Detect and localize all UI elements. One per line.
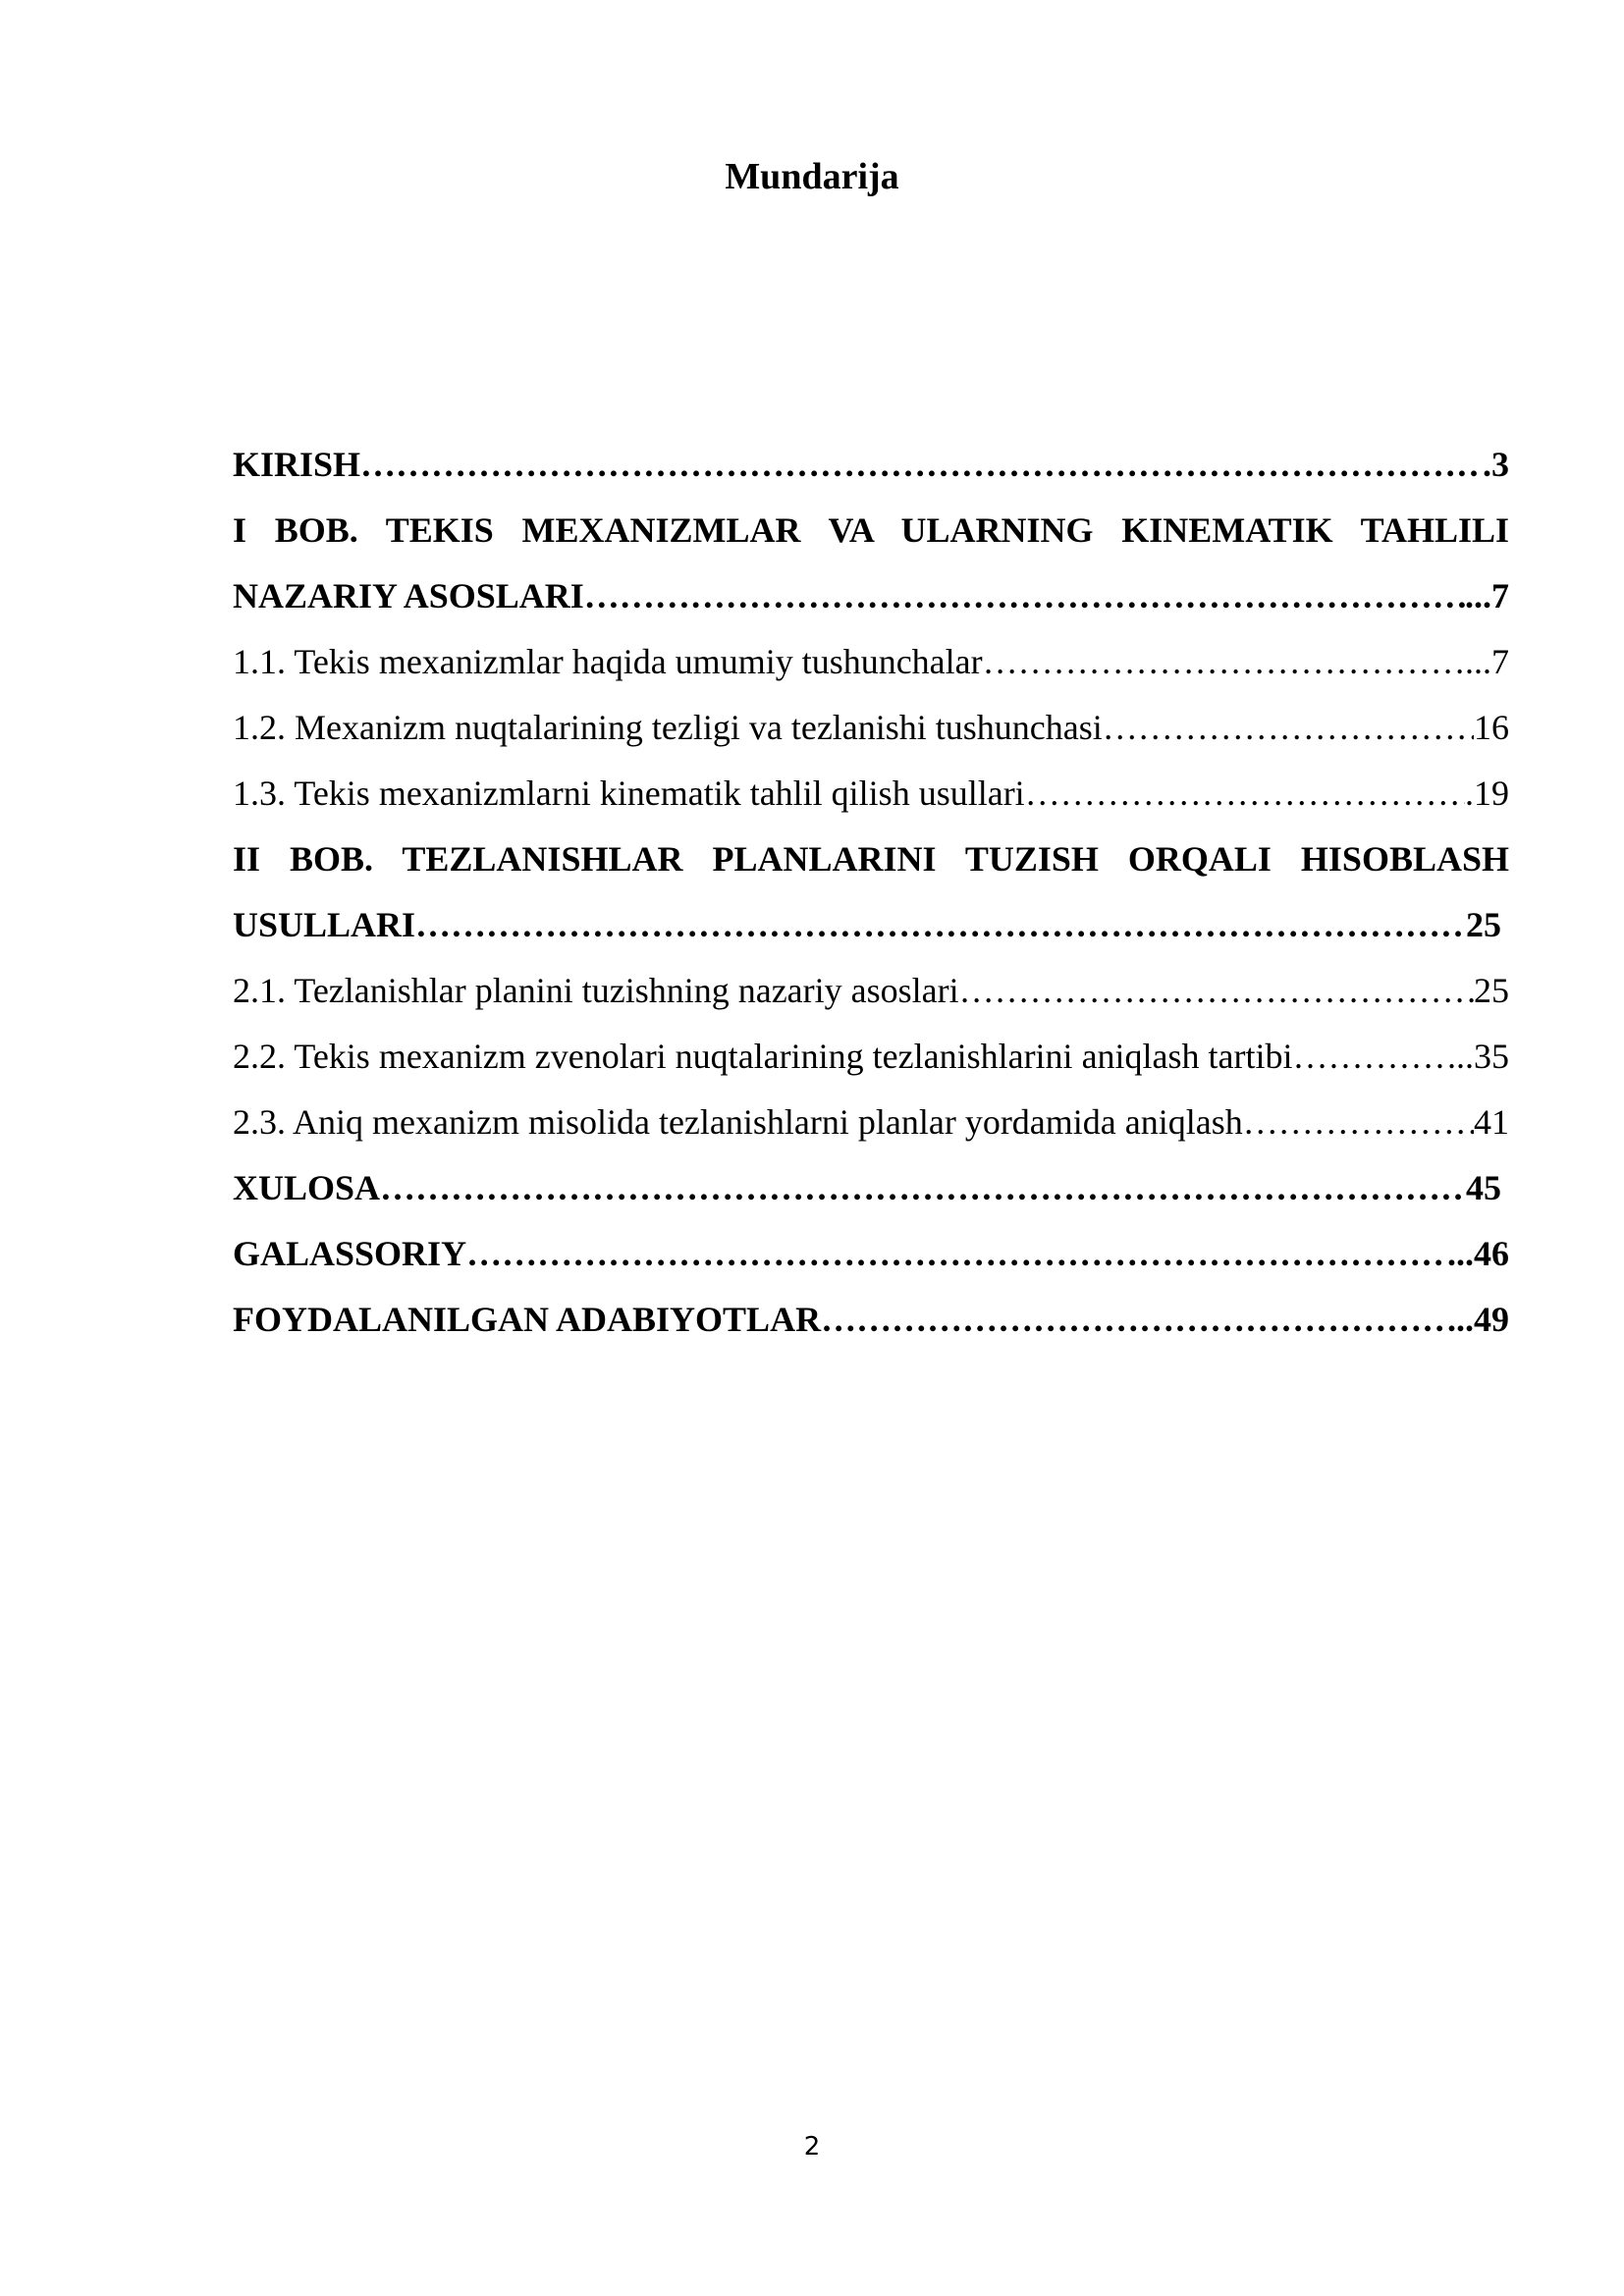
toc-entry-1-3 xyxy=(233,761,1509,827)
toc-entry-2-3 xyxy=(233,1090,1509,1155)
toc-entry-bob2 xyxy=(233,892,1501,958)
dot-leader xyxy=(584,563,1465,629)
toc-entry-2-1 xyxy=(233,958,1509,1024)
toc-page: .19 xyxy=(1465,774,1509,813)
toc-label: 2.1. Tezlanishlar planini tuzishning nazariy asoslari xyxy=(233,971,959,1010)
toc-page: 45 xyxy=(1466,1168,1501,1207)
toc-label: I BOB. TEKIS MEXANIZMLAR VA ULARNING KINEMATIK TAHLILI xyxy=(233,510,1509,550)
toc-label: XULOSA xyxy=(233,1168,381,1207)
toc-entry-1-2 xyxy=(233,695,1509,761)
dot-leader xyxy=(380,1155,1466,1221)
dot-leader xyxy=(1243,1090,1474,1155)
dot-leader xyxy=(821,1287,1447,1353)
toc-label: 1.2. Mexanizm nuqtalarining tezligi va tezlanishi tushunchasi xyxy=(233,708,1103,747)
toc-entry-bob2-heading xyxy=(233,827,1509,892)
toc-page: .3 xyxy=(1483,445,1509,484)
page-title: Mundarija xyxy=(725,156,899,197)
toc-label: GALASSORIY xyxy=(233,1234,467,1273)
dot-leader xyxy=(360,432,1483,498)
toc-entry-bob1 xyxy=(233,563,1509,629)
table-of-contents xyxy=(233,432,1509,1353)
toc-page: ...49 xyxy=(1447,1300,1509,1339)
toc-page: 25 xyxy=(1466,905,1501,944)
toc-page: 41 xyxy=(1474,1102,1509,1142)
toc-label: 1.1. Tekis mexanizmlar haqida umumiy tushunchalar xyxy=(233,642,983,681)
dot-leader xyxy=(466,1221,1447,1287)
toc-entry-1-1 xyxy=(233,629,1509,695)
toc-page: 25 xyxy=(1474,971,1509,1010)
toc-page: 16 xyxy=(1474,708,1509,747)
toc-label: II BOB. TEZLANISHLAR PLANLARINI TUZISH ORQALI HISOBLASH xyxy=(233,839,1509,879)
toc-entry-2-2 xyxy=(233,1024,1509,1090)
dot-leader xyxy=(415,892,1466,958)
toc-label: 2.3. Aniq mexanizm misolida tezlanishlarni planlar yordamida aniqlash xyxy=(233,1102,1243,1142)
toc-label: FOYDALANILGAN ADABIYOTLAR xyxy=(233,1300,822,1339)
toc-page: ...35 xyxy=(1447,1037,1509,1076)
toc-page: ...46 xyxy=(1447,1234,1509,1273)
page-number: 2 xyxy=(803,2132,821,2162)
toc-entry-adabiyotlar xyxy=(233,1287,1509,1353)
toc-entry-galassoriy xyxy=(233,1221,1509,1287)
toc-label: USULLARI xyxy=(233,905,416,944)
toc-page: ...7 xyxy=(1465,642,1509,681)
dot-leader xyxy=(1103,695,1474,761)
toc-label: NAZARIY ASOSLARI xyxy=(233,576,584,615)
toc-label: KIRISH xyxy=(233,445,361,484)
toc-entry-xulosa xyxy=(233,1155,1501,1221)
toc-entry-bob1-heading xyxy=(233,498,1509,563)
dot-leader xyxy=(959,958,1474,1024)
toc-label: 2.2. Tekis mexanizm zvenolari nuqtalarining tezlanishlarini aniqlash tartibi xyxy=(233,1037,1293,1076)
dot-leader xyxy=(1025,761,1465,827)
toc-page: ...7 xyxy=(1465,576,1509,615)
toc-label: 1.3. Tekis mexanizmlarni kinematik tahlil qilish usullari xyxy=(233,774,1025,813)
dot-leader xyxy=(1293,1024,1447,1090)
dot-leader xyxy=(983,629,1465,695)
toc-entry-kirish xyxy=(233,432,1509,498)
